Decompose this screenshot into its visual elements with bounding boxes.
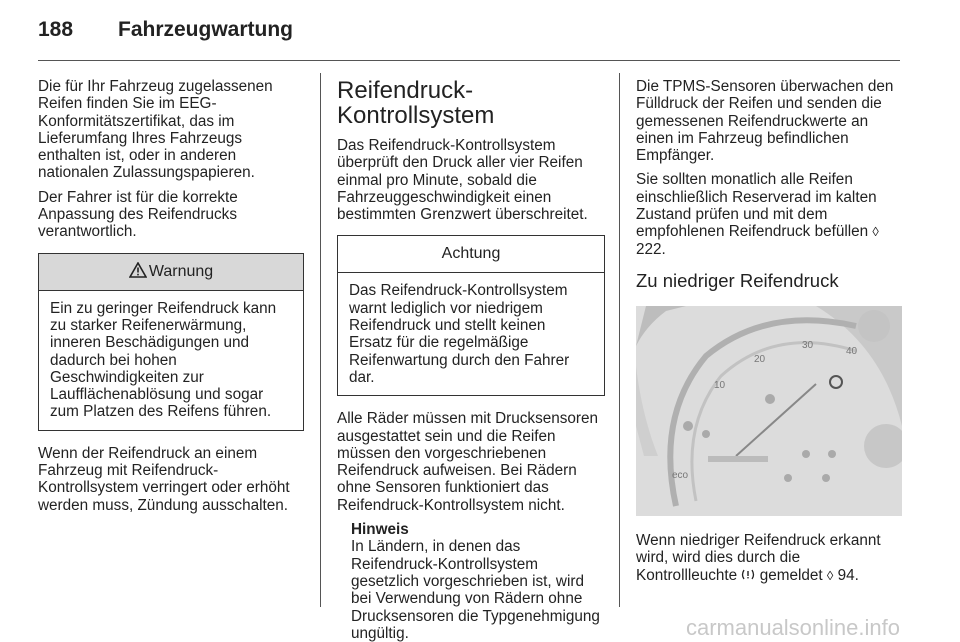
page-reference-arrow-icon: ◊ [826, 567, 834, 583]
page-reference-222[interactable]: 222 [636, 240, 662, 258]
warning-title: Warnung [148, 262, 214, 280]
warning-text: Ein zu geringer Reifendruck kann zu starker Reifenerwärmung, inneren Beschädigungen und dadurch bei hohen Geschwindigkeiten zur Laufflächenablösung und sogar zum Platzen des Reifens führen. [50, 299, 277, 421]
watermark: carmanualsonline.info [685, 615, 900, 640]
header-rule [38, 60, 900, 61]
low-pressure-text-b: gemeldet [759, 566, 823, 584]
paragraph-tyre-certificate: Die für Ihr Fahrzeug zugelassenen Reifen finden Sie im EEG-Konformitätszertifikat, das im Lieferumfang Ihres Fahrzeugs enthalten ist, oder in anderen nationalen Zulassungspapieren. [38, 78, 273, 182]
column-divider-2 [619, 73, 620, 607]
warning-box [38, 253, 304, 431]
paragraph-driver-responsibility: Der Fahrer ist für die korrekte Anpassung des Reifendrucks verantwortlich. [38, 188, 238, 241]
gauge-tick-40: 40 [846, 345, 858, 357]
column-2 [337, 78, 605, 642]
section-heading-tpms: Reifendruck-Kontrollsystem [337, 77, 495, 129]
gauge-tick-20: 20 [754, 353, 766, 365]
low-pressure-text-a: Wenn niedriger Reifendruck erkannt wird, wird dies durch die Kontrollleuchte [636, 531, 881, 584]
column-3 [636, 78, 902, 591]
page-reference-arrow-icon: ◊ [872, 224, 879, 240]
note-text: In Ländern, in denen das Reifendruck-Kontrollsystem gesetzlich vorgeschrieben ist, wird bei Verwendung von Rädern ohne Drucksensoren die Typgenehmigung ungültig. [351, 538, 600, 642]
note-title: Hinweis [351, 521, 409, 539]
warning-box-header [39, 254, 303, 291]
gauge-tick-10: 10 [714, 379, 726, 391]
page-title: Fahrzeugwartung [118, 18, 294, 41]
paragraph-tpms-intro: Das Reifendruck-Kontrollsystem überprüft den Druck aller vier Reifen einmal pro Minute, sobald die Fahrzeuggeschwindigkeit einen bestimmten Grenzwert überschreitet. [337, 137, 588, 224]
warning-triangle-icon [129, 256, 147, 292]
instrument-cluster-image [636, 306, 902, 516]
caution-box-header: Achtung [338, 236, 604, 273]
subheading-low-pressure: Zu niedriger Reifendruck [636, 269, 839, 291]
column-divider-1 [320, 73, 321, 607]
paragraph-tpms-sensors: Die TPMS-Sensoren überwachen den Fülldruck der Reifen und senden die gemessenen Reifendruckwerte an einen im Fahrzeug befindlichen Empfänger. [636, 78, 894, 165]
gauge-tick-30: 30 [802, 339, 814, 351]
paragraph-monthly-check: Sie sollten monatlich alle Reifen einschließlich Reserverad im kalten Zustand prüfen und mit dem empfohlenen Reifendruck befüllen ◊ 222. [636, 171, 879, 258]
caution-box [337, 235, 605, 396]
monthly-check-text: Sie sollten monatlich alle Reifen einschließlich Reserverad im kalten Zustand prüfen und mit dem empfohlenen Reifendruck befüllen [636, 171, 877, 241]
tpms-telltale-icon [741, 567, 755, 584]
page-reference-94[interactable]: 94 [837, 566, 855, 584]
gauge-eco-label: eco [672, 469, 689, 481]
caution-text: Das Reifendruck-Kontrollsystem warnt lediglich vor niedrigem Reifendruck und stellt keinen Ersatz für die regelmäßige Reifenwartung durch den Fahrer dar. [349, 282, 570, 386]
paragraph-ignition-off: Wenn der Reifendruck an einem Fahrzeug mit Reifendruck-Kontrollsystem verringert oder erhöht werden muss, Zündung ausschalten. [38, 444, 290, 514]
page-number: 188 [38, 18, 74, 41]
paragraph-low-pressure-warning: Wenn niedriger Reifendruck erkannt wird, wird dies durch die Kontrollleuchte gemeldet ◊ 94. [636, 531, 881, 584]
paragraph-sensors-required: Alle Räder müssen mit Drucksensoren ausgestattet sein und die Reifen müssen den vorgeschriebenen Reifendruck aufweisen. Bei Rädern ohne Sensoren funktioniert das Reifendruck-Kontrollsystem nicht. [337, 410, 598, 514]
page-header [38, 18, 900, 58]
column-1 [38, 78, 304, 521]
